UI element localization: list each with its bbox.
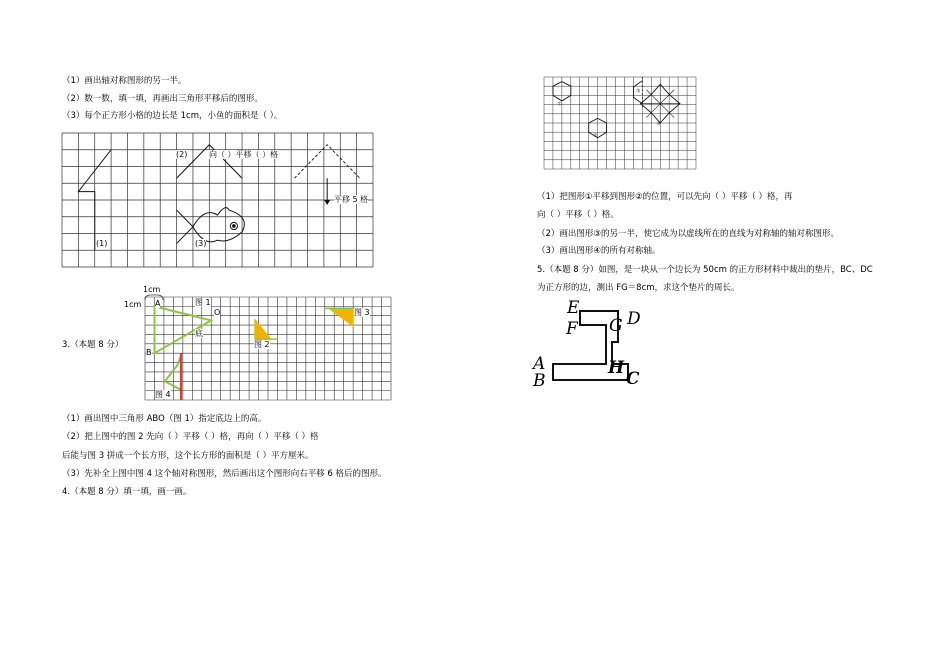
letter-C: C (626, 369, 640, 389)
section-3-heading: 3.（本题 8 分） (62, 340, 124, 350)
r-question-1b: 向（ ）平移（ ）格。 (537, 210, 619, 220)
grid-3 (544, 77, 696, 169)
grid1-label-fill: 向（ ）平移（ ）格 (209, 150, 279, 159)
r-question-3: （3）画出图形④的所有对称轴。 (537, 246, 661, 256)
letter-H: H (608, 358, 625, 378)
point-B: B (146, 348, 152, 357)
point-A: A (155, 299, 161, 308)
section-5-text-b: 为正方形的边，测出 FG＝8cm，求这个垫片的周长。 (537, 283, 740, 293)
shape-mark: ② (593, 132, 598, 139)
figure-4-half (165, 356, 181, 390)
unit-label-top: 1cm (143, 285, 161, 294)
s3-question-1: （1）画出图中三角形 ABO（图 1）指定底边上的高。 (62, 414, 267, 424)
question-1: （1）画出轴对称图形的另一半。 (62, 76, 187, 86)
shape-mark: ④ (656, 120, 662, 127)
figure-3-label: 图 3 (354, 308, 370, 317)
figure-1-label: 图 1 (195, 298, 211, 307)
base-label: 底 (195, 329, 203, 338)
letter-D: D (627, 309, 641, 329)
grid1-label-3: (3) (195, 239, 207, 248)
section-4-heading: 4.（本题 8 分）填一填，画一画。 (62, 487, 192, 497)
r-question-2: （2）画出图形③的另一半，使它成为以虚线所在的直线为对称轴的轴对称图形。 (537, 229, 840, 239)
figure-4-label: 图 4 (155, 390, 171, 399)
r-question-1a: （1）把图形①平移到图形②的位置，可以先向（ ）平移（ ）格，再 (537, 192, 793, 202)
grid1-label-move5: 平移 5 格 (334, 195, 369, 204)
section-5-text: 5.（本题 8 分）如图，是一块从一个边长为 50cm 的正方形材料中裁出的垫片，BC、DC (537, 265, 873, 275)
shape-mark: ① (557, 101, 562, 108)
grid1-label-2: (2) (176, 150, 188, 159)
question-2: （2）数一数，填一填，再画出三角形平移后的图形。 (62, 94, 263, 104)
question-3: （3）每个正方形小格的边长是 1cm，小鱼的面积是（ ）。 (62, 111, 283, 121)
grid1-label-1: (1) (96, 239, 108, 248)
grid-2 (145, 297, 391, 400)
grid-3-canvas (544, 77, 696, 169)
letter-F: F (566, 319, 578, 339)
letter-G: G (609, 316, 623, 336)
figure-3-shape (329, 308, 354, 326)
move-arrowhead (324, 200, 330, 205)
fish-eye (232, 224, 236, 228)
s3-question-3: （3）先补全上图中图 4 这个轴对称图形，然后画出这个图形向右平移 6 格后的图形。 (62, 469, 387, 479)
letter-A: A (533, 354, 546, 374)
s3-question-2b: 后能与图 3 拼成一个长方形，这个长方形的面积是（ ）平方厘米。 (62, 451, 314, 461)
unit-label-left: 1cm (124, 300, 142, 309)
point-O: O (214, 308, 221, 317)
figure-2-shape (255, 319, 271, 339)
letter-B: B (533, 371, 546, 391)
figure-2-label: 图 2 (254, 340, 270, 349)
grid-1 (62, 133, 373, 267)
shape-mark: ③ (636, 88, 641, 95)
letter-E: E (567, 298, 580, 318)
s3-question-2a: （2）把上图中的图 2 先向（ ）平移（ ）格，再向（ ）平移（ ）格 (62, 432, 319, 442)
